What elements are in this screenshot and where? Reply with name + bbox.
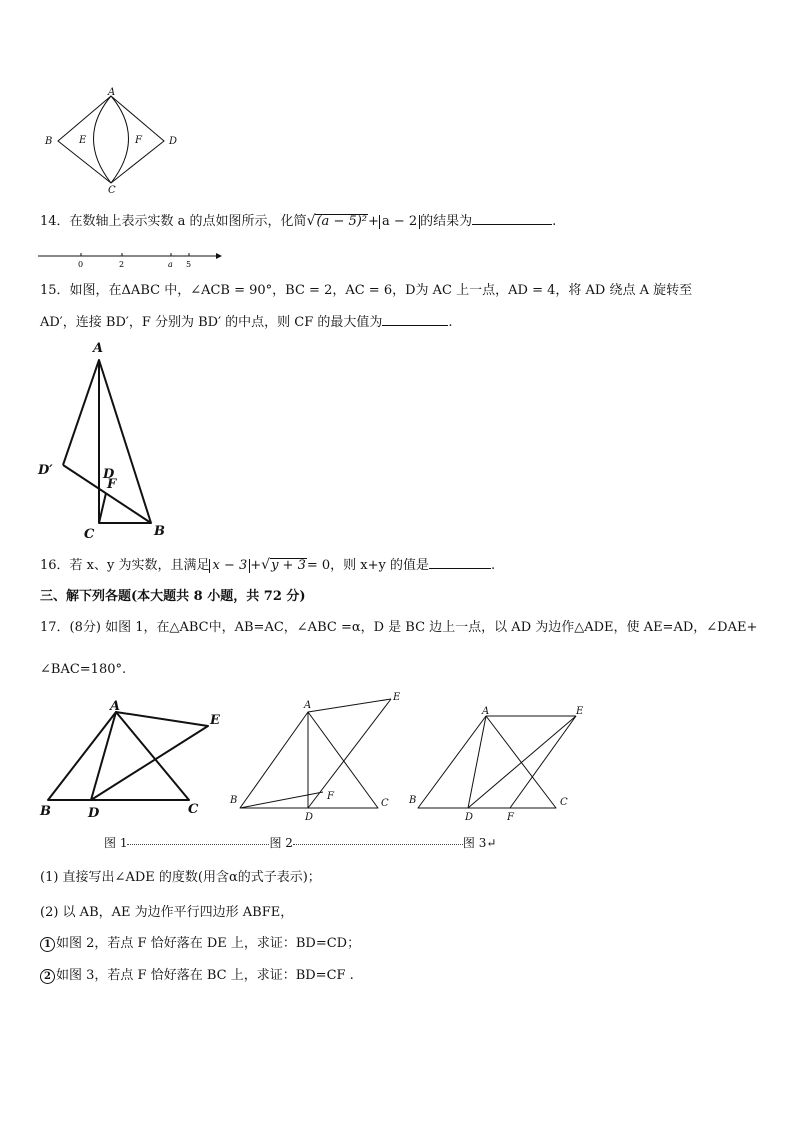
top-kite-figure <box>40 86 190 196</box>
question-16: 16．若 x、y 为实数，且满足 x − 3 +√y + 3= 0，则 x+y 的值是 . <box>40 557 496 573</box>
q15-answer-blank[interactable] <box>382 313 448 326</box>
q17-figure-1 <box>36 696 226 826</box>
question-17-line1: 17．(8分) 如图 1，在△ABC中，AB=AC，∠ABC =α，D 是 BC 边上一点，以 AD 为边作△ADE，使 AE=AD，∠DAE+ <box>40 620 758 635</box>
question-15-line1: 15．如图，在ΔABC 中，∠ACB = 90°，BC = 2，AC = 6，D为 AC 上一点，AD = 4，将 AD 绕点 A 旋转至 <box>40 283 693 298</box>
circled-number-1: 1 <box>40 937 55 952</box>
fig2-label-a: A <box>304 700 312 711</box>
q17-figure-2 <box>228 688 408 824</box>
fig2-label-c: C <box>381 798 389 809</box>
q17-sub-1 <box>40 935 360 953</box>
q17-sub-1-text: 如图 2，若点 F 恰好落在 DE 上，求证：BD=CD； <box>56 936 361 951</box>
fig1-label-d: D <box>88 806 100 821</box>
fig2-label-e: E <box>393 692 401 703</box>
question-17-line2: ∠BAC=180°. <box>40 662 127 677</box>
q14-abs: a − 2 <box>379 215 420 229</box>
q15-label-a: A <box>93 341 104 356</box>
q16-answer-blank[interactable] <box>429 556 491 569</box>
q14-text-a: 在数轴上表示实数 a 的点如图所示，化简 <box>69 214 307 229</box>
q15-text: AD′，连接 BD′，F 分别为 BD′ 的中点，则 CF 的最大值为 <box>40 315 383 330</box>
fig1-label-e: E <box>210 713 220 728</box>
q15-label-b: B <box>154 524 165 539</box>
q16-plus: + <box>250 558 262 573</box>
fig1-label-c: C <box>188 802 199 817</box>
q15-label-c: C <box>84 527 95 542</box>
number-line <box>38 248 223 270</box>
q16-sqrt: y + 3 <box>271 558 306 573</box>
fig-top-label-e: E <box>79 135 87 146</box>
q17-figure-3 <box>406 706 586 824</box>
fig3-label-e: E <box>576 706 584 717</box>
fig-top-label-b: B <box>45 136 53 147</box>
caption-leader-1 <box>127 842 269 845</box>
q14-number: 14． <box>40 214 70 229</box>
q15-label-f: F <box>107 477 117 492</box>
fig-top-label-f: F <box>135 135 142 146</box>
circled-number-2: 2 <box>40 969 55 984</box>
numberline-tick-a: a <box>168 260 173 269</box>
q16-end: . <box>491 558 496 573</box>
caption-leader-2 <box>293 842 463 845</box>
fig3-label-c: C <box>560 797 568 808</box>
fig-top-label-c: C <box>108 185 116 196</box>
fig3-label-f: F <box>507 812 514 823</box>
fig1-label-b: B <box>40 804 51 819</box>
q15-end: . <box>448 315 453 330</box>
fig3-label-a: A <box>482 706 490 717</box>
fig2-label-d: D <box>305 812 314 823</box>
question-15-line2 <box>40 313 453 332</box>
q15-label-d: D <box>103 467 115 482</box>
figure-captions <box>104 834 496 852</box>
q15-label-d-prime: D′ <box>38 463 53 478</box>
fig2-label-f: F <box>327 791 334 802</box>
q14-end: . <box>552 214 557 229</box>
q17-sub-2 <box>40 967 354 985</box>
numberline-tick-5: 5 <box>186 260 192 269</box>
q14-plus: + <box>368 214 379 229</box>
q15-triangle-figure <box>36 338 176 543</box>
section-3-title: 三、解下列各题(本大题共 8 小题，共 72 分) <box>40 589 306 604</box>
q16-text-a: 16．若 x、y 为实数，且满足 <box>40 558 210 573</box>
q14-sqrt: (a − 5)² <box>316 214 368 229</box>
q16-abs: x − 3 <box>209 559 250 573</box>
question-14: 14．在数轴上表示实数 a 的点如图所示，化简√(a − 5)²+ a − 2 的结果为 . <box>40 213 557 229</box>
q14-text-b: 的结果为 <box>420 214 473 229</box>
caption-fig-2: 图 2 <box>269 836 293 850</box>
fig3-label-d: D <box>465 812 474 823</box>
q17-part-1: (1) 直接写出∠ADE 的度数(用含α的式子表示)； <box>40 870 321 885</box>
fig-top-label-a: A <box>108 87 116 98</box>
caption-fig-1: 图 1 <box>104 836 128 850</box>
q17-sub-2-text: 如图 3，若点 F 恰好落在 BC 上，求证：BD=CF . <box>56 968 354 983</box>
numberline-tick-2: 2 <box>119 260 125 269</box>
fig1-label-a: A <box>110 699 121 714</box>
fig3-label-b: B <box>409 795 417 806</box>
fig-top-label-d: D <box>169 136 178 147</box>
q14-answer-blank[interactable] <box>472 212 552 225</box>
fig2-label-b: B <box>230 795 238 806</box>
numberline-tick-0: 0 <box>78 260 84 269</box>
q17-part-2: (2) 以 AB，AE 为边作平行四边形 ABFE， <box>40 905 294 920</box>
caption-fig-3: 图 3↵ <box>462 836 497 850</box>
q16-eq: = 0，则 x+y 的值是 <box>306 558 429 573</box>
